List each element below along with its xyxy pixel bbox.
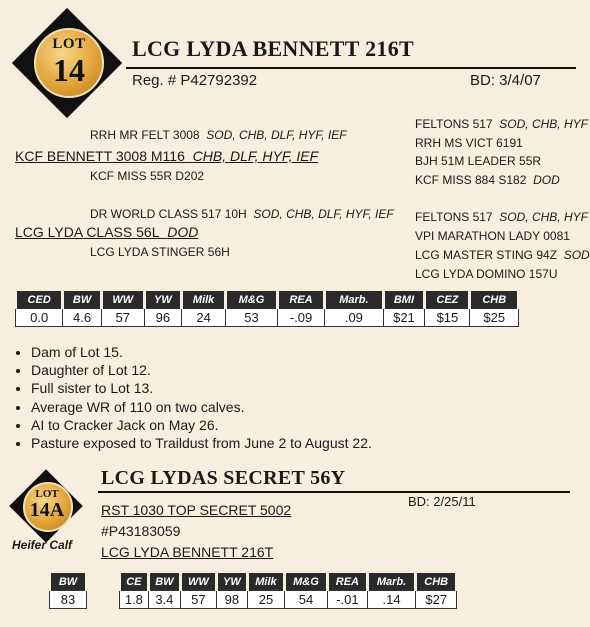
epd-header: BW <box>50 573 87 591</box>
lot-badge <box>12 8 122 118</box>
epd-value-row <box>16 309 519 327</box>
list-item: • Pasture exposed to Traildust from June 2 to August 22. <box>31 434 372 452</box>
calf-sire: RST 1030 TOP SECRET 5002 <box>101 502 292 518</box>
epd-header: Milk <box>248 573 285 591</box>
epd-value: 54 <box>284 591 327 609</box>
list-item: • AI to Cracker Jack on May 26. <box>31 416 372 434</box>
epd-header: Marb. <box>325 291 383 309</box>
gg-5 <box>415 210 588 224</box>
bw-header-row <box>50 573 87 591</box>
dam-dam: LCG LYDA STINGER 56H <box>90 245 230 259</box>
epd-header: CEZ <box>425 291 470 309</box>
epd-header: CE <box>120 573 149 591</box>
gg-1-name: FELTONS 517 <box>415 117 493 131</box>
calf-dam: LCG LYDA BENNETT 216T <box>101 544 274 560</box>
gg-3: BJH 51M LEADER 55R <box>415 154 542 168</box>
epd-header-row <box>16 291 519 309</box>
epd-value-row <box>120 591 457 609</box>
sire-traits: CHB, DLF, HYF, IEF <box>192 148 319 164</box>
animal-name: LCG LYDA BENNETT 216T <box>132 36 414 61</box>
epd-value: 57 <box>101 309 144 327</box>
sire-dam: KCF MISS 55R D202 <box>90 169 205 183</box>
lot-number: 14 <box>53 52 85 88</box>
epd-header: BW <box>148 573 180 591</box>
epd-value: -.09 <box>277 309 324 327</box>
epd-header: BMI <box>383 291 425 309</box>
dam-sire-name: DR WORLD CLASS 517 10H <box>90 207 247 221</box>
gg-7-name: LCG MASTER STING 94Z <box>415 248 558 262</box>
epd-header: CED <box>16 291 63 309</box>
epd-value: 3.4 <box>148 591 180 609</box>
epd-header: M&G <box>226 291 278 309</box>
dam <box>15 224 198 240</box>
dam-traits: DOD <box>167 224 199 240</box>
list-item: • Full sister to Lot 13. <box>31 379 372 397</box>
epd-value: .09 <box>325 309 383 327</box>
lot-number: 14A <box>29 499 65 521</box>
lot-label: LOT <box>52 36 86 52</box>
gg-4-traits: DOD <box>533 173 560 187</box>
epd-header: WW <box>101 291 144 309</box>
epd-value: 1.8 <box>120 591 149 609</box>
epd-value: 53 <box>226 309 278 327</box>
epd-value: 0.0 <box>16 309 63 327</box>
epd-header: CHB <box>416 573 457 591</box>
epd-header: BW <box>63 291 101 309</box>
epd-value: -.01 <box>328 591 368 609</box>
gg-6: VPI MARATHON LADY 0081 <box>415 229 570 243</box>
list-item: • Dam of Lot 15. <box>31 343 372 361</box>
sire-sire-traits: SOD, CHB, DLF, HYF, IEF <box>206 128 347 142</box>
calf-birth-date: BD: 2/25/11 <box>408 494 476 509</box>
gg-7 <box>415 248 590 262</box>
epd-header-row <box>120 573 457 591</box>
gg-2: RRH MS VICT 6191 <box>415 136 523 150</box>
calf-title-rule <box>98 491 570 493</box>
dam-sire <box>90 207 394 221</box>
epd-value: 83 <box>50 591 87 609</box>
epd-header: YW <box>216 573 247 591</box>
epd-value: 96 <box>144 309 181 327</box>
list-item: • Average WR of 110 on two calves. <box>31 398 372 416</box>
epd-value: .14 <box>367 591 416 609</box>
list-item: • Daughter of Lot 12. <box>31 361 372 379</box>
epd-header: Milk <box>182 291 226 309</box>
epd-header: M&G <box>284 573 327 591</box>
epd-value: 57 <box>180 591 216 609</box>
gg-8: LCG LYDA DOMINO 157U <box>415 267 558 281</box>
gg-4-name: KCF MISS 884 S182 <box>415 173 527 187</box>
epd-value: 25 <box>248 591 285 609</box>
dam-name: LCG LYDA CLASS 56L <box>15 224 160 240</box>
epd-table <box>14 291 520 327</box>
epd-header: WW <box>180 573 216 591</box>
lot-label: LOT <box>35 488 59 500</box>
epd-header: CHB <box>470 291 519 309</box>
heifer-calf-label: Heifer Calf <box>12 538 73 552</box>
gg-5-traits: SOD, CHB, HYF <box>499 210 588 224</box>
epd-value: $15 <box>425 309 470 327</box>
sire-sire-name: RRH MR FELT 3008 <box>90 128 200 142</box>
sire-sire <box>90 128 347 142</box>
calf-registration: #P43183059 <box>101 523 181 539</box>
sire <box>15 148 318 164</box>
dam-sire-traits: SOD, CHB, DLF, HYF, IEF <box>253 207 394 221</box>
birth-date: BD: 3/4/07 <box>470 72 541 89</box>
sire-name: KCF BENNETT 3008 M116 <box>15 148 185 164</box>
gg-1 <box>415 117 588 131</box>
title-rule <box>126 67 576 69</box>
epd-value: 4.6 <box>63 309 101 327</box>
gg-7-traits: SOD <box>563 248 590 262</box>
calf-bw-table <box>48 573 88 609</box>
registration-number: Reg. # P42792392 <box>132 72 258 89</box>
calf-epd-table <box>118 573 458 609</box>
gg-5-name: FELTONS 517 <box>415 210 493 224</box>
epd-header: Marb. <box>367 573 416 591</box>
notes-list <box>16 343 372 452</box>
gg-4 <box>415 173 560 187</box>
epd-header: REA <box>277 291 324 309</box>
epd-value: 98 <box>216 591 247 609</box>
epd-value: $27 <box>416 591 457 609</box>
epd-value: $21 <box>383 309 425 327</box>
bw-value-row <box>50 591 87 609</box>
gg-1-traits: SOD, CHB, HYF <box>499 117 588 131</box>
epd-value: 24 <box>182 309 226 327</box>
epd-header: YW <box>144 291 181 309</box>
epd-header: REA <box>328 573 368 591</box>
calf-name: LCG LYDAS SECRET 56Y <box>101 467 346 489</box>
epd-value: $25 <box>470 309 519 327</box>
